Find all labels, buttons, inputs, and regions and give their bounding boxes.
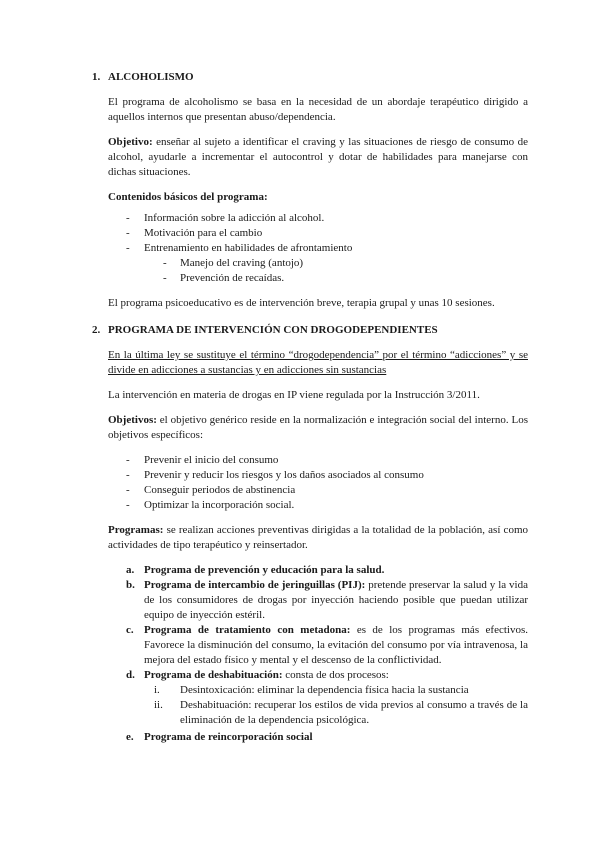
program-title: Programa de prevención y educación para la salud.	[144, 564, 385, 576]
section-1-heading	[92, 70, 528, 85]
program-title: Programa de reincorporación social	[144, 731, 313, 743]
program-item	[108, 623, 528, 668]
section-1-objective	[108, 135, 528, 180]
objectives-text: el objetivo genérico reside en la normalización e integración social del interno. Los objetivos específicos:	[108, 414, 528, 441]
program-title: Programa de tratamiento con metadona:	[144, 624, 351, 636]
program-marker: b.	[126, 579, 135, 591]
program-marker: d.	[126, 669, 135, 681]
section-2-programs	[108, 523, 528, 553]
section-number: 2.	[92, 324, 101, 336]
programs-text: se realizan acciones preventivas dirigidas a la totalidad de la población, así como actividades de tipo terapéutico y reinsertador.	[108, 524, 528, 551]
list-item: - Prevenir y reducir los riesgos y los daños asociados al consumo	[108, 468, 528, 483]
program-marker: c.	[126, 624, 134, 636]
program-item	[108, 563, 528, 578]
list-item: - Entrenamiento en habilidades de afrontamiento	[108, 241, 528, 256]
processes-list	[144, 683, 528, 728]
objective-label: Objetivo:	[108, 136, 153, 148]
program-title: Programa de intercambio de jeringuillas (PIJ):	[144, 579, 366, 591]
list-item: - Prevención de recaídas.	[108, 271, 528, 286]
program-title: Programa de deshabituación:	[144, 669, 283, 681]
process-marker: ii.	[154, 699, 163, 711]
list-item: - Optimizar la incorporación social.	[108, 498, 528, 513]
program-text: consta de dos procesos:	[282, 669, 389, 681]
section-title: ALCOHOLISMO	[108, 71, 194, 83]
process-text: Desintoxicación: eliminar la dependencia física hacia la sustancia	[180, 684, 469, 696]
list-item: - Manejo del craving (antojo)	[108, 256, 528, 271]
process-item	[144, 683, 528, 698]
program-item	[108, 578, 528, 623]
programs-list	[108, 563, 528, 745]
program-item	[108, 730, 528, 745]
program-item	[108, 668, 528, 728]
contents-list	[108, 211, 528, 256]
list-item: - Conseguir periodos de abstinencia	[108, 483, 528, 498]
subcontents-list	[108, 256, 528, 286]
program-marker: a.	[126, 564, 135, 576]
section-title: PROGRAMA DE INTERVENCIÓN CON DROGODEPENDIENTES	[108, 324, 438, 336]
section-2-note: En la última ley se sustituye el término “drogodependencia” por el término “adicciones” y se divide en adicciones a sustancias y en adicciones sin sustancias	[108, 349, 528, 376]
section-2-heading	[92, 323, 528, 338]
program-text: es de los programas más efectivos. Favorece la disminución del consumo, la evitación del consumo por vía intravenosa, la mejora del estado físico y mental y el descenso de la conflictividad.	[144, 624, 528, 666]
program-marker: e.	[126, 731, 134, 743]
list-item: - Motivación para el cambio	[108, 226, 528, 241]
list-item: - Prevenir el inicio del consumo	[108, 453, 528, 468]
process-item	[144, 698, 528, 728]
process-text: Deshabituación: recuperar los estilos de vida previos al consumo a través de la eliminación de la dependencia psicológica.	[180, 699, 528, 726]
section-1-closing: El programa psicoeducativo es de intervención breve, terapia grupal y unas 10 sesiones.	[108, 297, 495, 309]
objective-text: enseñar al sujeto a identificar el craving y las situaciones de riesgo de consumo de alcohol, ayudarle a incrementar el autocontrol y dotar de habilidades para manejarse con dichas situaciones.	[108, 136, 528, 178]
document-body	[92, 70, 528, 745]
section-1-intro: El programa de alcoholismo se basa en la necesidad de un abordaje terapéutico dirigido a aquellos internos que presentan abuso/dependencia.	[108, 96, 528, 123]
specific-objectives-list	[108, 453, 528, 513]
list-item: - Información sobre la adicción al alcohol.	[108, 211, 528, 226]
program-text: pretende preservar la salud y la vida de los consumidores de drogas por inyección haciendo posible que puedan utilizar equipo de inyección estéril.	[144, 579, 528, 621]
objectives-label: Objetivos:	[108, 414, 157, 426]
process-marker: i.	[154, 684, 160, 696]
section-2-objectives	[108, 413, 528, 443]
contents-heading: Contenidos básicos del programa:	[108, 191, 268, 203]
section-2-regulation: La intervención en materia de drogas en IP viene regulada por la Instrucción 3/2011.	[108, 389, 480, 401]
section-number: 1.	[92, 71, 101, 83]
programs-label: Programas:	[108, 524, 164, 536]
